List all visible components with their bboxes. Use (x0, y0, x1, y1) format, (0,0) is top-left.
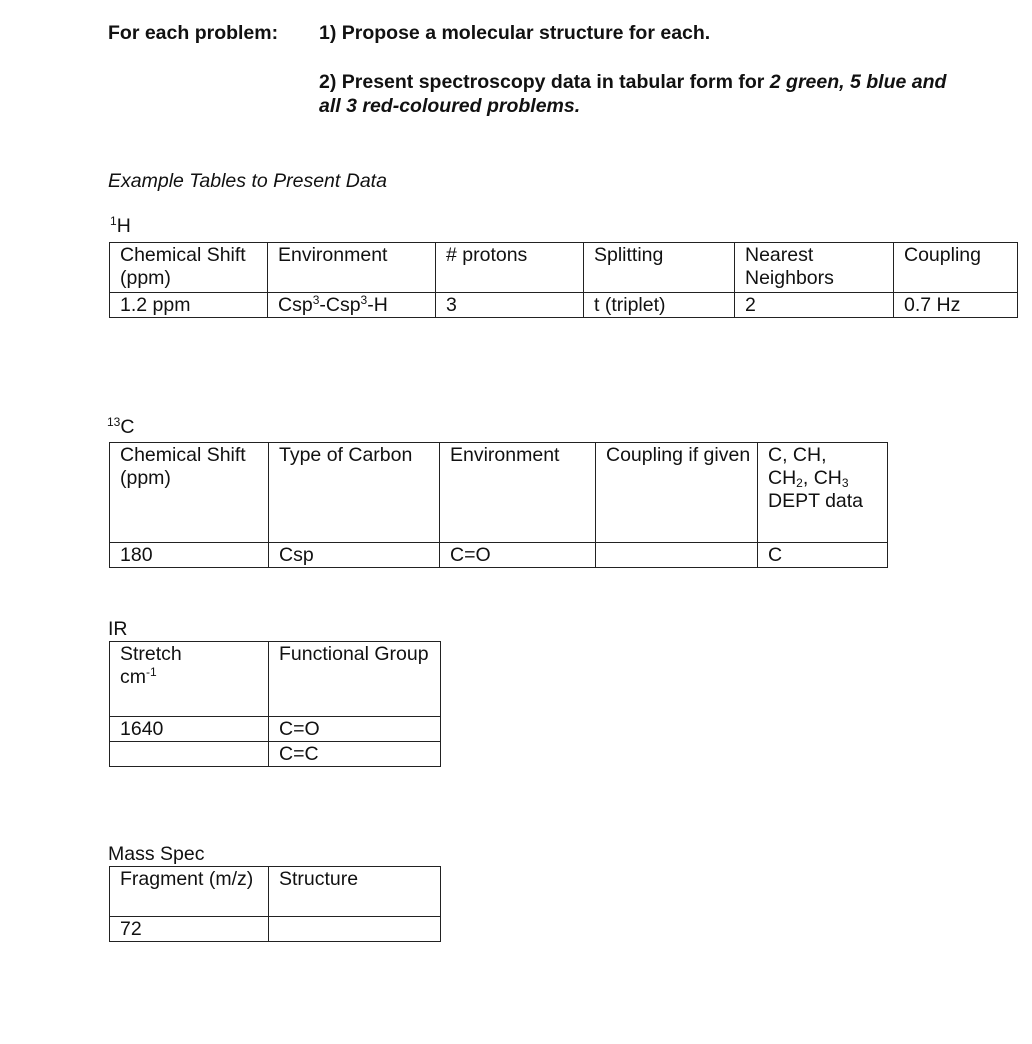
cell-dept: C (758, 543, 888, 568)
table-row (110, 293, 1018, 318)
cell-c-shift: 180 (110, 543, 269, 568)
stretch-unit-text: cm (120, 666, 146, 688)
table-row (110, 717, 441, 742)
env-sup-2: 3 (360, 293, 368, 307)
h-nmr-header-row (110, 243, 1018, 293)
h-nmr-table (109, 242, 1018, 318)
stretch-unit-sup: -1 (146, 665, 157, 679)
cell-group: C=C (269, 742, 441, 767)
header-nearest-neighbors: Nearest Neighbors (735, 243, 894, 293)
cell-environment (268, 293, 436, 318)
intro-label: For each problem: (108, 22, 279, 44)
dept-ch2: CH (768, 467, 797, 489)
h-nmr-label-sup: 1 (110, 214, 117, 228)
header-coupling: Coupling (894, 243, 1018, 293)
header-functional-group: Functional Group (269, 642, 441, 717)
mass-spec-label: Mass Spec (108, 843, 205, 865)
header-carbon-type: Type of Carbon (269, 443, 440, 543)
cell-stretch: 1640 (110, 717, 269, 742)
mass-spec-header-row (110, 867, 441, 917)
header-chemical-shift: Chemical Shift (ppm) (110, 243, 268, 293)
cell-carbon-type: Csp (269, 543, 440, 568)
cell-coupling: 0.7 Hz (894, 293, 1018, 318)
c-nmr-label (107, 416, 134, 439)
c-nmr-header-row (110, 443, 888, 543)
cell-splitting: t (triplet) (584, 293, 735, 318)
instruction-item-1: 1) Propose a molecular structure for each. (319, 22, 711, 44)
ir-table (109, 641, 441, 767)
env-part-c: -H (367, 294, 388, 316)
header-c-environment: Environment (440, 443, 596, 543)
env-part-b: -Csp (319, 294, 361, 316)
instruction-item-2 (319, 71, 946, 94)
env-part-a: Csp (278, 294, 313, 316)
env-sup-1: 3 (312, 293, 320, 307)
header-environment: Environment (268, 243, 436, 293)
cell-fragment: 72 (110, 917, 269, 942)
table-row (110, 742, 441, 767)
table-row (110, 917, 441, 942)
header-coupling-if-given: Coupling if given (596, 443, 758, 543)
dept-ch3-sub: 3 (841, 476, 849, 490)
ir-header-row (110, 642, 441, 717)
cell-c-coupling (596, 543, 758, 568)
cell-structure (269, 917, 441, 942)
header-protons: # protons (436, 243, 584, 293)
c-nmr-label-text: C (120, 416, 135, 438)
mass-spec-table (109, 866, 441, 942)
cell-stretch (110, 742, 269, 767)
header-fragment: Fragment (m/z) (110, 867, 269, 917)
cell-c-environment: C=O (440, 543, 596, 568)
header-splitting: Splitting (584, 243, 735, 293)
header-stretch (110, 642, 269, 717)
table-row (110, 543, 888, 568)
cell-neighbors: 2 (735, 293, 894, 318)
ir-label: IR (108, 618, 128, 640)
instruction-item-2-prefix: 2) Present spectroscopy data in tabular form for (319, 71, 770, 93)
dept-line-1: C, CH, (768, 444, 827, 466)
dept-line-2 (768, 467, 881, 490)
cell-group: C=O (269, 717, 441, 742)
c-nmr-table (109, 442, 888, 568)
cell-shift: 1.2 ppm (110, 293, 268, 318)
header-c-chemical-shift: Chemical Shift (ppm) (110, 443, 269, 543)
h-nmr-label (110, 215, 131, 238)
header-dept (758, 443, 888, 543)
h-nmr-label-text: H (116, 215, 131, 237)
instruction-item-2-colors: 2 green, 5 blue and (769, 71, 947, 93)
header-structure: Structure (269, 867, 441, 917)
stretch-label: Stretch (120, 643, 182, 665)
cell-protons: 3 (436, 293, 584, 318)
page-caption: Example Tables to Present Data (108, 170, 387, 192)
dept-ch3: , CH (802, 467, 842, 489)
instruction-item-2-line2: all 3 red-coloured problems. (319, 95, 581, 117)
c-nmr-label-sup: 13 (107, 415, 121, 429)
dept-line-3: DEPT data (768, 490, 864, 512)
stretch-unit (120, 666, 262, 689)
dept-ch2-sub: 2 (796, 476, 803, 490)
